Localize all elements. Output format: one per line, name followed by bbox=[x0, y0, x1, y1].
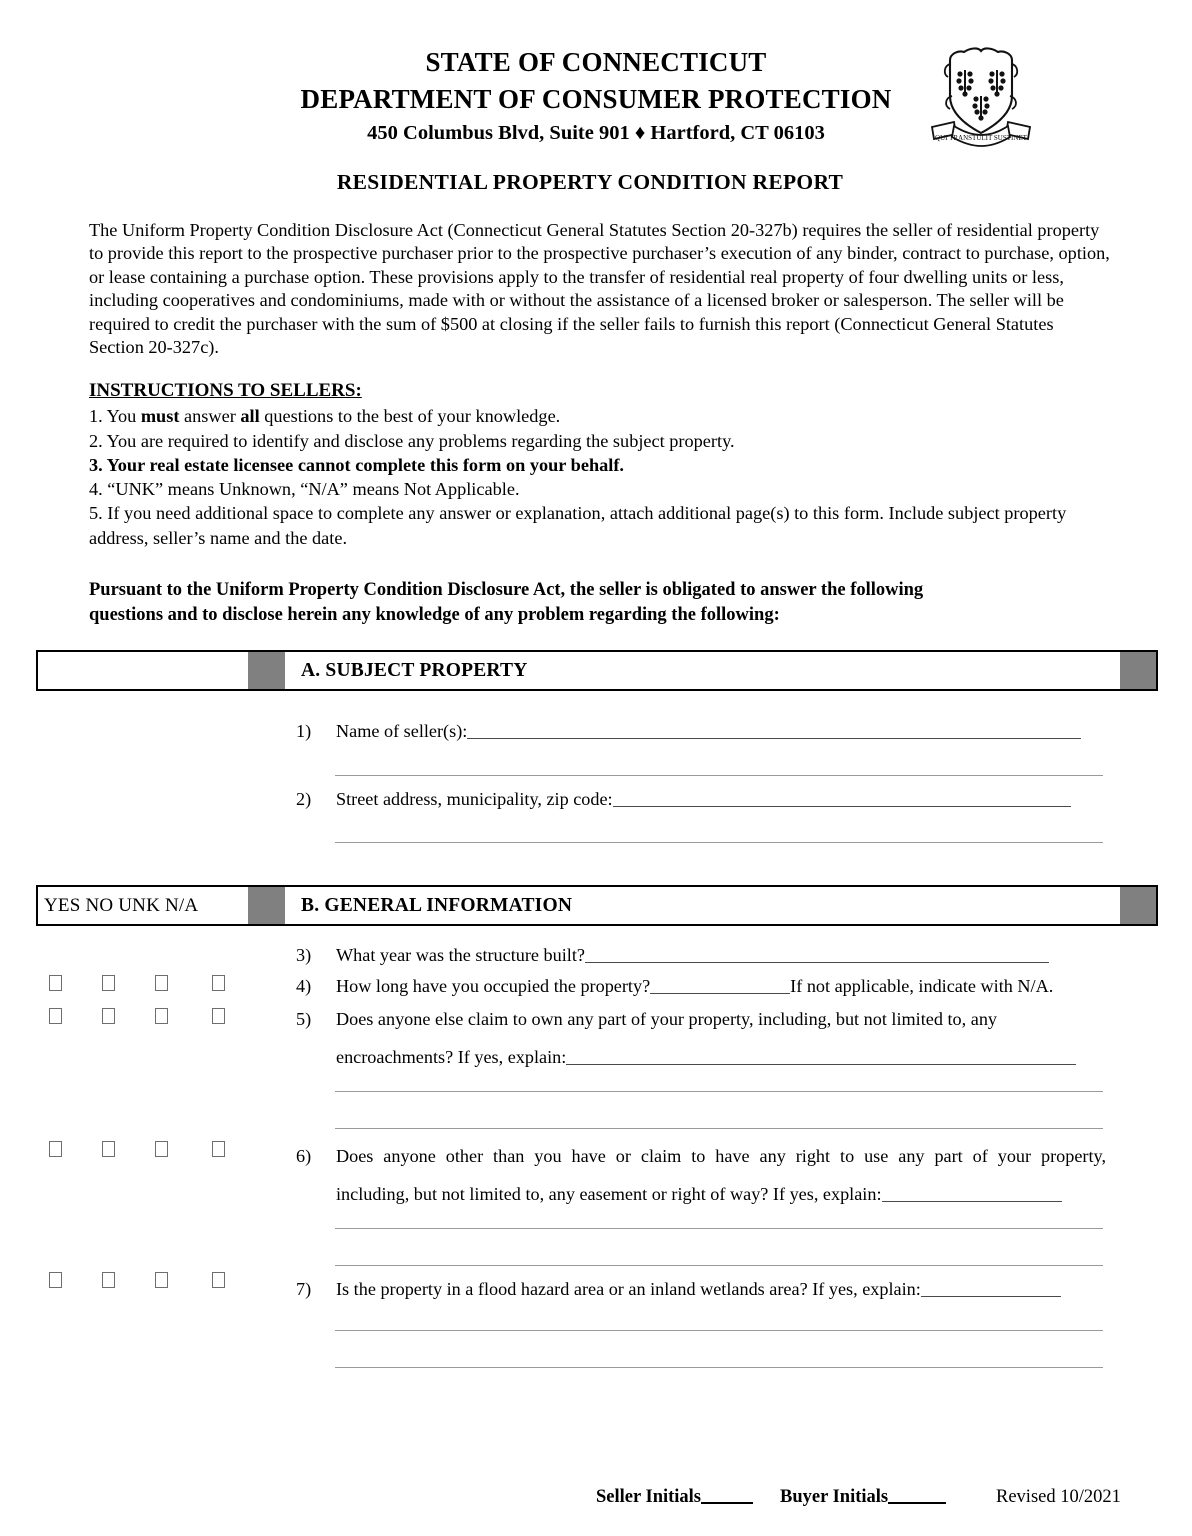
question-7-checkbox-na[interactable] bbox=[212, 1272, 225, 1288]
question-7-checkbox-unk[interactable] bbox=[155, 1272, 168, 1288]
question-4-checkbox-row bbox=[36, 975, 276, 993]
section-b-gray-right-cell bbox=[1120, 887, 1156, 924]
question-5-line-2-wrap bbox=[296, 1046, 1116, 1069]
question-4-checkbox-yes[interactable] bbox=[49, 975, 62, 991]
question-6-checkbox-na[interactable] bbox=[212, 1141, 225, 1157]
question-4 bbox=[296, 975, 1116, 998]
instruction-item-4: 4. “UNK” means Unknown, “N/A” means Not Applicable. bbox=[89, 479, 520, 500]
question-7-line-1: Is the property in a flood hazard area or an inland wetlands area? If yes, explain: bbox=[336, 1279, 921, 1299]
question-5-continuation-line-1[interactable] bbox=[335, 1091, 1103, 1092]
question-7-continuation-line-2[interactable] bbox=[335, 1367, 1103, 1368]
buyer-initials-field[interactable] bbox=[780, 1487, 946, 1508]
question-1 bbox=[296, 720, 1106, 743]
question-5-checkbox-yes[interactable] bbox=[49, 1008, 62, 1024]
question-5-input-line[interactable] bbox=[566, 1049, 1076, 1065]
question-4-checkbox-na[interactable] bbox=[212, 975, 225, 991]
section-b-answer-columns-cell bbox=[40, 887, 198, 924]
org-name-department: DEPARTMENT OF CONSUMER PROTECTION bbox=[300, 84, 892, 114]
answer-column-labels: YES NO UNK N/A bbox=[44, 894, 199, 916]
revised-date: Revised 10/2021 bbox=[996, 1487, 1121, 1507]
question-6-input-line[interactable] bbox=[882, 1186, 1062, 1202]
question-5 bbox=[296, 1008, 1116, 1031]
pursuant-paragraph: Pursuant to the Uniform Property Condition Disclosure Act, the seller is obligated to answer the following questions and to disclose herein any knowledge of any problem regarding the following: bbox=[89, 580, 924, 625]
section-b-gray-divider bbox=[248, 887, 285, 924]
question-2-label: Street address, municipality, zip code: bbox=[336, 789, 613, 809]
question-4-number: 4) bbox=[296, 976, 312, 996]
question-3-input-line[interactable] bbox=[585, 947, 1049, 963]
seal-motto: QUI TRANSTULIT SUSTINET bbox=[935, 134, 1027, 142]
question-7-continuation-line-1[interactable] bbox=[335, 1330, 1103, 1331]
instruction-item-5: 5. If you need additional space to complete any answer or explanation, attach additional page(s) to this form. Include subject property address, seller’s name and the date. bbox=[89, 503, 1067, 548]
section-a-gray-right-cell bbox=[1120, 652, 1156, 689]
question-1-continuation-line[interactable] bbox=[335, 775, 1103, 776]
page-title: RESIDENTIAL PROPERTY CONDITION REPORT bbox=[336, 170, 844, 194]
instruction-item-3: 3. Your real estate licensee cannot complete this form on your behalf. bbox=[89, 454, 624, 475]
instruction-1-part-e: questions to the best of your knowledge. bbox=[259, 406, 561, 427]
seller-initials-field[interactable] bbox=[596, 1487, 753, 1508]
question-6-number: 6) bbox=[296, 1146, 312, 1166]
question-4-checkbox-no[interactable] bbox=[102, 975, 115, 991]
question-7-input-line[interactable] bbox=[921, 1281, 1061, 1297]
question-6-continuation-line-1[interactable] bbox=[335, 1228, 1103, 1229]
question-6-checkbox-no[interactable] bbox=[102, 1141, 115, 1157]
org-name-state: STATE OF CONNECTICUT bbox=[425, 47, 767, 77]
instruction-item-1 bbox=[89, 404, 1119, 428]
seller-initials-blank[interactable] bbox=[701, 1488, 753, 1504]
instruction-item-2: 2. You are required to identify and disclose any problems regarding the subject property. bbox=[89, 430, 735, 451]
question-5-checkbox-na[interactable] bbox=[212, 1008, 225, 1024]
question-6-checkbox-unk[interactable] bbox=[155, 1141, 168, 1157]
question-1-label: Name of seller(s): bbox=[336, 721, 468, 741]
question-6-checkbox-row bbox=[36, 1141, 276, 1159]
question-6 bbox=[296, 1145, 1106, 1168]
question-4-label-before: How long have you occupied the property? bbox=[336, 976, 651, 996]
question-7-checkbox-row bbox=[36, 1272, 276, 1290]
instruction-1-must: must bbox=[140, 406, 180, 427]
instruction-1-part-a: 1. You bbox=[89, 406, 141, 427]
question-4-label-after: If not applicable, indicate with N/A. bbox=[790, 976, 1054, 996]
section-a-header-bar bbox=[36, 650, 1158, 691]
question-5-continuation-line-2[interactable] bbox=[335, 1128, 1103, 1129]
buyer-initials-blank[interactable] bbox=[888, 1488, 946, 1504]
question-2-continuation-line[interactable] bbox=[335, 842, 1103, 843]
question-4-input-line[interactable] bbox=[650, 978, 790, 994]
question-5-number: 5) bbox=[296, 1009, 312, 1029]
question-7 bbox=[296, 1278, 1116, 1301]
question-2-number: 2) bbox=[296, 789, 312, 809]
section-a-title: A. SUBJECT PROPERTY bbox=[301, 659, 528, 681]
buyer-initials-label: Buyer Initials bbox=[780, 1487, 889, 1507]
question-6-checkbox-yes[interactable] bbox=[49, 1141, 62, 1157]
question-5-checkbox-unk[interactable] bbox=[155, 1008, 168, 1024]
question-1-input-line[interactable] bbox=[467, 723, 1081, 739]
instruction-1-part-c: answer bbox=[179, 406, 241, 427]
question-3-label: What year was the structure built? bbox=[336, 945, 585, 965]
question-3 bbox=[296, 944, 1116, 967]
instructions-heading: INSTRUCTIONS TO SELLERS: bbox=[89, 380, 362, 401]
instruction-1-all: all bbox=[240, 406, 260, 427]
question-7-checkbox-yes[interactable] bbox=[49, 1272, 62, 1288]
question-2-input-line[interactable] bbox=[613, 791, 1071, 807]
seller-initials-label: Seller Initials bbox=[596, 1487, 702, 1507]
question-6-line-2: including, but not limited to, any easement or right of way? If yes, explain: bbox=[336, 1184, 882, 1204]
org-address: 450 Columbus Blvd, Suite 901 ♦ Hartford, CT 06103 bbox=[367, 122, 825, 144]
question-3-number: 3) bbox=[296, 945, 312, 965]
section-b-header-bar bbox=[36, 885, 1158, 926]
question-7-number: 7) bbox=[296, 1279, 312, 1299]
question-6-line-2-wrap bbox=[296, 1183, 1116, 1206]
question-6-line-1: Does anyone other than you have or claim to have any right to use any part of your property, bbox=[336, 1146, 1106, 1166]
section-a-gray-divider bbox=[248, 652, 285, 689]
question-5-line-2: encroachments? If yes, explain: bbox=[336, 1047, 567, 1067]
question-5-line-1: Does anyone else claim to own any part of your property, including, but not limited to, any bbox=[336, 1009, 998, 1029]
section-b-title: B. GENERAL INFORMATION bbox=[301, 894, 573, 916]
question-6-continuation-line-2[interactable] bbox=[335, 1265, 1103, 1266]
intro-paragraph: The Uniform Property Condition Disclosure Act (Connecticut General Statutes Section 20-327b) requires the seller of residential property to provide this report to the prospective purchaser prior to the prospective purchaser’s execution of any binder, contract to purchase, option, or lease containing a purchase option. These provisions apply to the transfer of residential real property of four dwelling units or less, including cooperatives and condominiums, made with or without the assistance of a licensed broker or salesperson. The seller will be required to credit the purchaser with the sum of $500 at closing if the seller fails to furnish this report (Connecticut General Statutes Section 20-327c). bbox=[89, 220, 1110, 358]
question-5-checkbox-no[interactable] bbox=[102, 1008, 115, 1024]
instructions-block bbox=[89, 379, 1119, 550]
question-4-checkbox-unk[interactable] bbox=[155, 975, 168, 991]
question-5-checkbox-row bbox=[36, 1008, 276, 1026]
question-1-number: 1) bbox=[296, 721, 312, 741]
connecticut-state-seal-icon bbox=[928, 34, 1034, 156]
question-7-checkbox-no[interactable] bbox=[102, 1272, 115, 1288]
question-2 bbox=[296, 788, 1106, 811]
